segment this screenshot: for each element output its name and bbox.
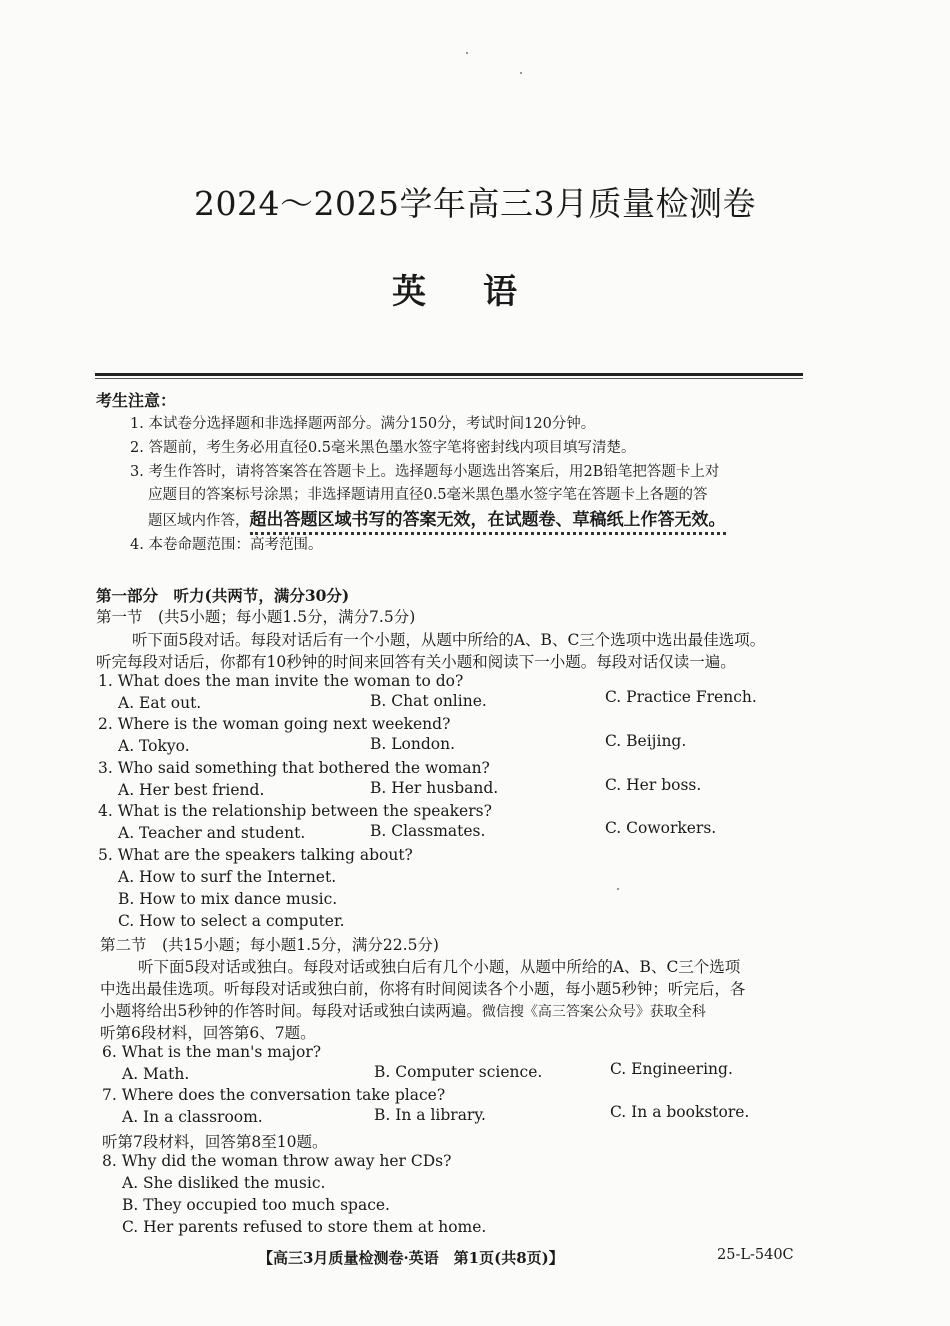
page-footer-label: 【高三3月质量检测卷·英语 第1页(共8页)】 bbox=[258, 1249, 564, 1267]
section1-instruction-2: 听完每段对话后，你都有10秒钟的时间来回答有关小题和阅读下一小题。每段对话仅读一遍。 bbox=[96, 653, 736, 671]
section2-instruction-3: 小题将给出5秒钟的作答时间。每段对话或独白读两遍。 bbox=[100, 1002, 482, 1020]
q2-option-c: C. Beijing. bbox=[605, 732, 687, 750]
material-6-heading: 听第6段材料，回答第6、7题。 bbox=[100, 1024, 316, 1042]
subject-char-1: 英 bbox=[392, 272, 427, 312]
notice-heading: 考生注意： bbox=[96, 391, 177, 410]
header-rule-thin bbox=[95, 378, 803, 379]
notice-item-3: 3. 考生作答时，请将答案答在答题卡上。选择题每小题选出答案后，用2B铅笔把答题卡上对 bbox=[130, 464, 720, 480]
q8-option-a: A. She disliked the music. bbox=[122, 1174, 326, 1192]
question-7: 7. Where does the conversation take place? bbox=[102, 1086, 446, 1104]
scan-speck bbox=[617, 888, 619, 890]
page-footer-code: 25-L-540C bbox=[717, 1247, 794, 1263]
notice-item-3-part1: 题区域内作答， bbox=[148, 513, 250, 529]
material-7-heading: 听第7段材料，回答第8至10题。 bbox=[102, 1133, 328, 1151]
subject-title bbox=[0, 264, 910, 313]
question-2: 2. Where is the woman going next weekend? bbox=[98, 715, 451, 733]
question-8: 8. Why did the woman throw away her CDs? bbox=[102, 1152, 452, 1170]
q6-option-b: B. Computer science. bbox=[374, 1063, 543, 1081]
watermark-text: 微信搜《高三答案公众号》获取全科 bbox=[481, 1004, 706, 1020]
part1-heading: 第一部分 听力(共两节，满分30分) bbox=[96, 586, 350, 605]
q2-option-b: B. London. bbox=[370, 735, 456, 753]
q3-option-b: B. Her husband. bbox=[370, 779, 499, 797]
section2-instruction-2: 中选出最佳选项。听每段对话或独白前，你将有时间阅读各个小题，每小题5秒钟；听完后，各 bbox=[100, 980, 746, 998]
q4-option-a: A. Teacher and student. bbox=[118, 824, 306, 842]
q2-option-a: A. Tokyo. bbox=[118, 737, 190, 755]
q7-option-a: A. In a classroom. bbox=[122, 1108, 263, 1126]
question-1: 1. What does the man invite the woman to do? bbox=[98, 672, 464, 690]
q6-option-a: A. Math. bbox=[122, 1065, 190, 1083]
notice-emphasis: 超出答题区域书写的答案无效，在试题卷、草稿纸上作答无效。 bbox=[250, 510, 726, 535]
notice-item-3-line2: 应题目的答案标号涂黑；非选择题请用直径0.5毫米黑色墨水签字笔在答题卡上各题的答 bbox=[148, 487, 708, 503]
notice-item-1: 1. 本试卷分选择题和非选择题两部分。满分150分，考试时间120分钟。 bbox=[130, 416, 596, 432]
q1-option-b: B. Chat online. bbox=[370, 692, 487, 710]
q7-option-c: C. In a bookstore. bbox=[610, 1103, 750, 1121]
q7-option-b: B. In a library. bbox=[374, 1106, 486, 1124]
q4-option-b: B. Classmates. bbox=[370, 822, 486, 840]
scan-speck bbox=[466, 52, 468, 54]
q3-option-a: A. Her best friend. bbox=[118, 781, 265, 799]
notice-item-2: 2. 答题前，考生务必用直径0.5毫米黑色墨水签字笔将密封线内项目填写清楚。 bbox=[130, 440, 636, 456]
notice-item-3-line3 bbox=[148, 505, 726, 530]
q4-option-c: C. Coworkers. bbox=[605, 819, 717, 837]
exam-title: 2024～2025学年高三3月质量检测卷 bbox=[194, 184, 756, 223]
notice-item-4: 4. 本卷命题范围：高考范围。 bbox=[130, 537, 323, 553]
q1-option-a: A. Eat out. bbox=[118, 694, 202, 712]
q5-option-c: C. How to select a computer. bbox=[118, 912, 345, 930]
section2-instruction-1: 听下面5段对话或独白。每段对话或独白后有几个小题，从题中所给的A、B、C三个选项 bbox=[138, 958, 741, 976]
q6-option-c: C. Engineering. bbox=[610, 1060, 733, 1078]
question-3: 3. Who said something that bothered the woman? bbox=[98, 759, 490, 777]
question-5: 5. What are the speakers talking about? bbox=[98, 846, 413, 864]
subject-char-2: 语 bbox=[483, 272, 518, 312]
q8-option-c: C. Her parents refused to store them at home. bbox=[122, 1218, 487, 1236]
question-6: 6. What is the man's major? bbox=[102, 1043, 322, 1061]
q5-option-b: B. How to mix dance music. bbox=[118, 890, 338, 908]
section2-heading: 第二节 (共15小题；每小题1.5分，满分22.5分) bbox=[100, 936, 439, 954]
q1-option-c: C. Practice French. bbox=[605, 688, 757, 706]
section2-instruction-3-line bbox=[100, 999, 706, 1021]
question-4: 4. What is the relationship between the speakers? bbox=[98, 802, 492, 820]
scan-speck bbox=[520, 72, 522, 74]
section1-instruction-1: 听下面5段对话。每段对话后有一个小题，从题中所给的A、B、C三个选项中选出最佳选项。 bbox=[132, 631, 766, 649]
q3-option-c: C. Her boss. bbox=[605, 776, 702, 794]
q5-option-a: A. How to surf the Internet. bbox=[118, 868, 337, 886]
q8-option-b: B. They occupied too much space. bbox=[122, 1196, 390, 1214]
header-rule bbox=[95, 373, 803, 376]
section1-heading: 第一节 (共5小题；每小题1.5分，满分7.5分) bbox=[96, 608, 416, 626]
